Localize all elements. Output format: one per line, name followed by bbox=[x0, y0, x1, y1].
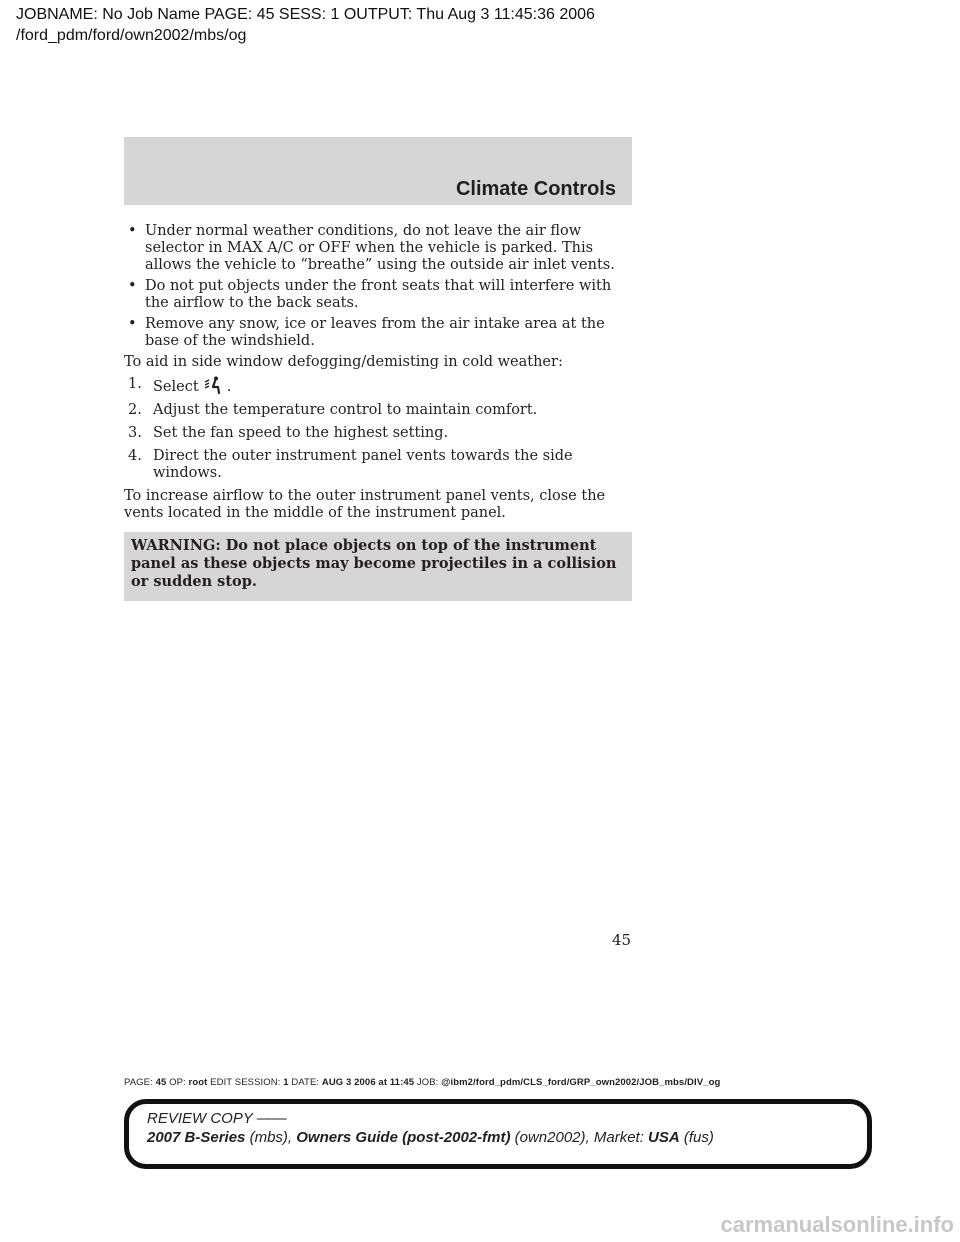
footer-date-label: DATE: bbox=[291, 1077, 320, 1088]
footer-op-label: OP: bbox=[169, 1077, 186, 1088]
bullet-item bbox=[124, 278, 632, 312]
page-number: 45 bbox=[612, 931, 632, 949]
vent-paragraph: To increase airflow to the outer instrument panel vents, close the vents located in the middle of the instrument panel. bbox=[124, 488, 606, 521]
bullet-dot: • bbox=[128, 316, 137, 332]
section-title: Climate Controls bbox=[455, 178, 616, 200]
step-item bbox=[128, 402, 632, 419]
job-path: /ford_pdm/ford/own2002/mbs/og bbox=[16, 27, 247, 44]
bullet-item bbox=[124, 223, 632, 274]
step-number: 4. bbox=[128, 448, 142, 464]
step-item bbox=[128, 376, 632, 396]
bullet-text: Under normal weather conditions, do not leave the air flow selector in MAX A/C or OFF when the vehicle is parked. This allows the vehicle to “breathe” using the outside air inlet vents. bbox=[145, 223, 615, 273]
review-market-code: (fus) bbox=[683, 1129, 714, 1146]
step-number: 1. bbox=[128, 376, 142, 392]
step-text: Adjust the temperature control to maintain comfort. bbox=[153, 402, 538, 418]
bullet-text: Do not put objects under the front seats that will interfere with the airflow to the back seats. bbox=[145, 278, 612, 311]
step-item bbox=[128, 425, 632, 442]
review-copy-text bbox=[147, 1109, 714, 1147]
step-text bbox=[153, 376, 231, 396]
footer-job-value: @ibm2/ford_pdm/CLS_ford/GRP_own2002/JOB_mbs/DIV_og bbox=[441, 1077, 721, 1088]
bullet-dot: • bbox=[128, 223, 137, 239]
review-guide: Owners Guide (post-2002-fmt) bbox=[296, 1129, 511, 1146]
footer-date-value: AUG 3 2006 at 11:45 bbox=[321, 1077, 415, 1088]
section-header bbox=[124, 137, 632, 205]
review-model-code: (mbs) bbox=[249, 1129, 288, 1146]
footer-metadata bbox=[124, 1077, 720, 1088]
print-job-header bbox=[16, 4, 595, 46]
review-copy-line: REVIEW COPY —— bbox=[147, 1110, 287, 1127]
warning-box: WARNING: Do not place objects on top of the instrument panel as these objects may become projectiles in a collision or sudden stop. bbox=[124, 532, 632, 601]
footer-page-value: 45 bbox=[155, 1077, 167, 1088]
step-text: Direct the outer instrument panel vents towards the side windows. bbox=[153, 448, 573, 481]
step-number: 3. bbox=[128, 425, 142, 441]
site-watermark: carmanualsonline.info bbox=[720, 1212, 954, 1237]
step-number: 2. bbox=[128, 402, 142, 418]
review-market-label: Market: bbox=[593, 1129, 644, 1146]
review-model-line: 2007 B-Series (mbs), Owners Guide (post-2002-fmt) (own2002), Market: USA (fus) bbox=[147, 1129, 714, 1146]
job-line: JOBNAME: No Job Name PAGE: 45 SESS: 1 OUTPUT: Thu Aug 3 11:45:36 2006 bbox=[16, 6, 595, 23]
floor-defrost-vent-icon bbox=[203, 376, 225, 394]
footer-session-value: 1 bbox=[283, 1077, 289, 1088]
page-body bbox=[124, 223, 632, 601]
footer-session-label: EDIT SESSION: bbox=[210, 1077, 281, 1088]
bullet-dot: • bbox=[128, 278, 137, 294]
bullet-item bbox=[124, 316, 632, 350]
review-copy-box bbox=[124, 1099, 872, 1169]
footer-page-label: PAGE: bbox=[124, 1077, 153, 1088]
footer-op-value: root bbox=[188, 1077, 208, 1088]
step-text: Set the fan speed to the highest setting. bbox=[153, 425, 449, 441]
step-text-select: Select bbox=[153, 379, 199, 395]
step-item bbox=[128, 448, 632, 482]
footer-job-label: JOB: bbox=[416, 1077, 439, 1088]
review-market: USA bbox=[648, 1129, 680, 1146]
defog-intro: To aid in side window defogging/demisting in cold weather: bbox=[124, 354, 563, 370]
bullet-text: Remove any snow, ice or leaves from the air intake area at the base of the windshield. bbox=[145, 316, 605, 349]
step-suffix: . bbox=[226, 379, 232, 395]
review-guide-code: (own2002) bbox=[514, 1129, 586, 1146]
review-model: 2007 B-Series bbox=[147, 1129, 246, 1146]
